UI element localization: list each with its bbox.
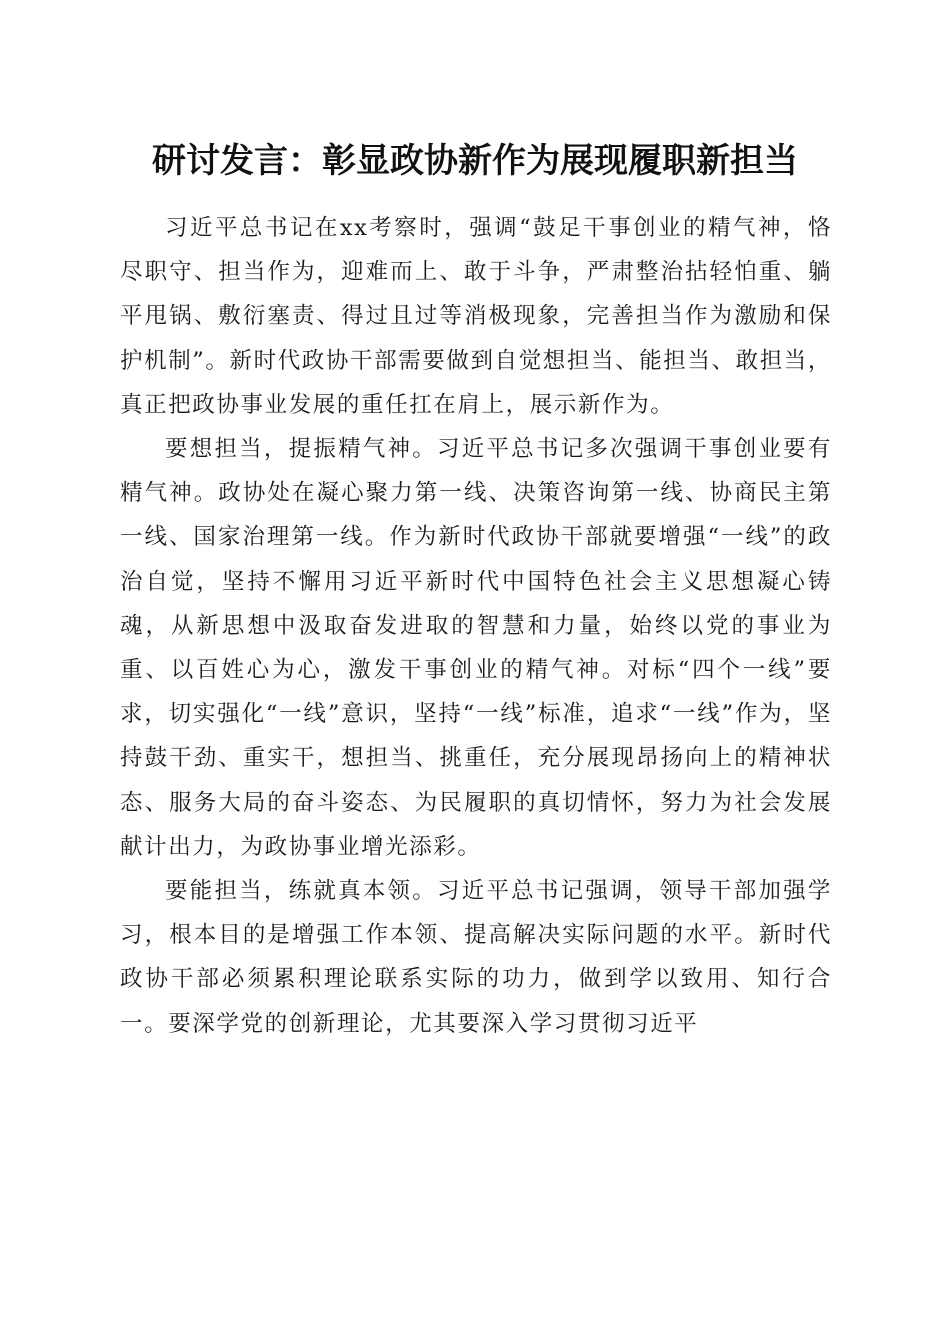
- document-title: 研讨发言：彰显政协新作为展现履职新担当: [152, 141, 798, 181]
- paragraph-2: 要想担当，提振精气神。习近平总书记多次强调干事创业要有精气神。政协处在凝心聚力第一线、决策咨询第一线、协商民主第一线、国家治理第一线。作为新时代政协干部就要增强“一线”的政治自觉，坚持不懈用习近平新时代中国特色社会主义思想凝心铸魂，从新思想中汲取奋发进取的智慧和力量，始终以党的事业为重、以百姓心为心，激发干事创业的精气神。对标“四个一线”要求，切实强化“一线”意识，坚持“一线”标准，追求“一线”作为，坚持鼓干劲、重实干，想担当、挑重任，充分展现昂扬向上的精神状态、服务大局的奋斗姿态、为民履职的真切情怀，努力为社会发展献计出力，为政协事业增光添彩。: [120, 436, 832, 860]
- paragraph-3: 要能担当，练就真本领。习近平总书记强调，领导干部加强学习，根本目的是增强工作本领、提高解决实际问题的水平。新时代政协干部必须累积理论联系实际的功力，做到学以致用、知行合一。要深学党的创新理论，尤其要深入学习贯彻习近平: [120, 878, 832, 1037]
- paragraph-1: 习近平总书记在xx考察时，强调“鼓足干事创业的精气神，恪尽职守、担当作为，迎难而上、敢于斗争，严肃整治拈轻怕重、躺平甩锅、敷衍塞责、得过且过等消极现象，完善担当作为激励和保护机制”。新时代政协干部需要做到自觉想担当、能担当、敢担当，真正把政协事业发展的重任扛在肩上，展示新作为。: [120, 215, 833, 418]
- document-body: [120, 206, 832, 1046]
